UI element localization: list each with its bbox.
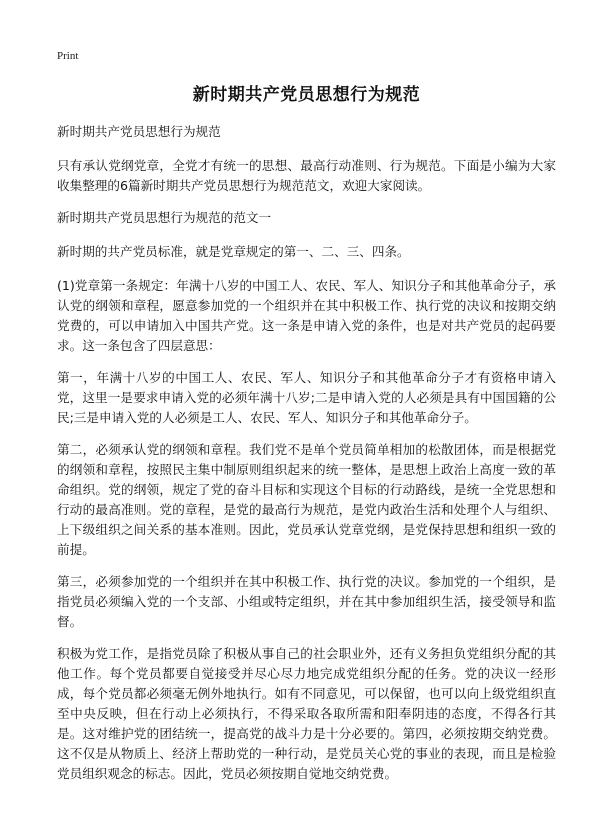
print-link[interactable]: Print — [57, 50, 79, 62]
body-paragraph: 新时期的共产党员标准，就是党章规定的第一、二、三、四条。 — [57, 244, 410, 259]
section-heading: 新时期共产党员思想行为规范的范文一 — [57, 210, 272, 225]
body-paragraph: 第一，年满十八岁的中国工人、农民、军人、知识分子和其他革命分子才有资格申请入党，这里一是要求申请入党的必须年满十八岁;二是申请入党的人必须是具有中国国籍的公民;三是申请入党的人必须是工人、农民、军人、知识分子和其他革命分子。 — [57, 370, 556, 425]
document-title: 新时期共产党员思想行为规范 — [192, 85, 421, 105]
intro-paragraph: 只有承认党纲党章，全党才有统一的思想、最高行动准则、行为规范。下面是小编为大家收集整理的6篇新时期共产党员思想行为规范范文，欢迎大家阅读。 — [57, 158, 556, 193]
body-paragraph: 第二，必须承认党的纲领和章程。我们党不是单个党员简单相加的松散团体，而是根据党的纲领和章程，按照民主集中制原则组织起来的统一整体，是思想上政治上高度一致的革命组织。党的纲领，规定了党的奋斗目标和实现这个目标的行动路线，是统一全党思想和行动的最高准则。党的章程，是党的最高行为规范，是党内政治生活和处理个人与组织、上下级组织之间关系的基本准则。因此，党员承认党章党纲，是党保持思想和组织一致的前提。 — [57, 442, 556, 557]
body-paragraph: 积极为党工作，是指党员除了积极从事自己的社会职业外，还有义务担负党组织分配的其他工作。每个党员都要自觉接受并尽心尽力地完成党组织分配的任务。党的决议一经形成，每个党员都必须毫无例外地执行。如有不同意见，可以保留，也可以向上级党组织直至中央反映，但在行动上必须执行，不得采取各取所需和阳奉阴违的态度，不得各行其是。这对维护党的团结统一，提高党的战斗力是十分必要的。第四，必须按期交纳党费。这不仅是从物质上、经济上帮助党的一种行动，是党员关心党的事业的表现，而且是检验党员组织观念的标志。因此，党员必须按期自觉地交纳党费。 — [57, 646, 556, 781]
body-paragraph: 第三，必须参加党的一个组织并在其中积极工作、执行党的决议。参加党的一个组织，是指党员必须编入党的一个支部、小组或特定组织，并在其中参加组织生活，接受领导和监督。 — [57, 574, 556, 629]
subtitle-paragraph: 新时期共产党员思想行为规范 — [57, 124, 221, 139]
body-paragraph: (1)党章第一条规定：年满十八岁的中国工人、农民、军人、知识分子和其他革命分子，承认党的纲领和章程，愿意参加党的一个组织并在其中积极工作、执行党的决议和按期交纳党费的，可以申请加入中国共产党。这一条是申请入党的条件，也是对共产党员的起码要求。这一条包含了四层意思： — [57, 278, 556, 353]
